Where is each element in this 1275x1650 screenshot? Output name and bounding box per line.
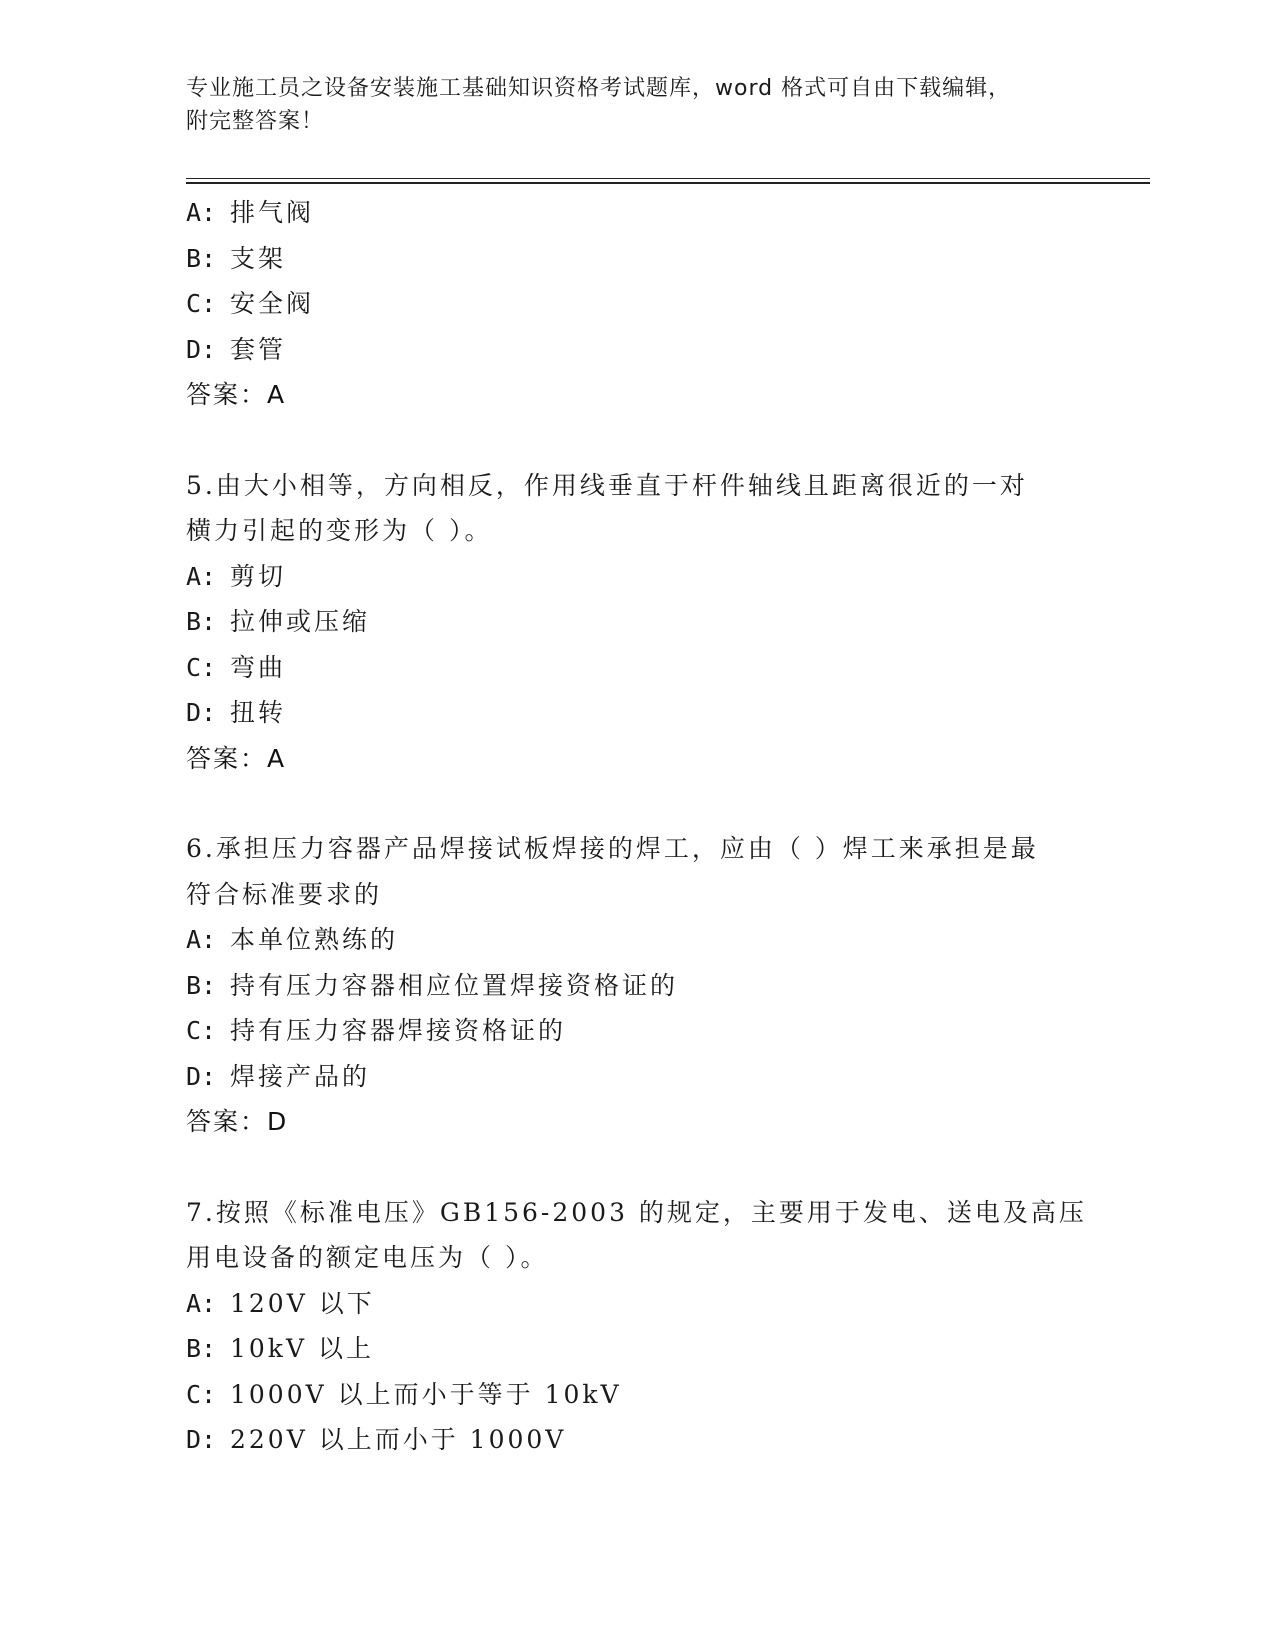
option-text: 扭转: [230, 698, 287, 727]
option-c: [186, 1372, 1086, 1418]
option-text: 拉伸或压缩: [230, 607, 371, 636]
question-text-line: 5.由大小相等，方向相反，作用线垂直于杆件轴线且距离很近的一对: [186, 470, 1028, 500]
question-text-line: 符合标准要求的: [186, 879, 383, 909]
option-d: [186, 690, 1086, 736]
option-letter: B:: [186, 607, 217, 636]
option-letter: D:: [186, 334, 217, 364]
question-block: [186, 826, 1086, 1145]
option-a: [186, 554, 1086, 600]
option-letter: A:: [186, 561, 217, 591]
option-letter: C:: [186, 652, 217, 682]
question-text-line: 6.承担压力容器产品焊接试板焊接的焊工，应由（ ）焊工来承担是最: [186, 834, 1039, 863]
option-d: [186, 1417, 1086, 1463]
option-text: 持有压力容器焊接资格证的: [230, 1016, 567, 1045]
option-text: 220V 以上而小于 1000V: [230, 1425, 567, 1454]
answer-line: 答案：A: [186, 380, 287, 409]
question-block: [186, 190, 1086, 418]
option-letter: A:: [186, 1288, 217, 1318]
document-header: [186, 72, 1086, 138]
option-text: 10kV 以上: [230, 1334, 374, 1363]
option-a: [186, 190, 1086, 236]
option-a: [186, 1281, 1086, 1327]
option-text: 排气阀: [230, 198, 315, 227]
option-text: 套管: [230, 334, 287, 364]
header-line-2: 附完整答案！: [186, 109, 325, 134]
option-b: [186, 1326, 1086, 1372]
option-c: [186, 281, 1086, 327]
option-letter: A:: [186, 925, 217, 954]
option-text: 弯曲: [230, 652, 287, 682]
question-text-line: 横力引起的变形为（ ）。: [186, 516, 493, 545]
option-letter: D:: [186, 1425, 217, 1454]
header-divider-thin: [186, 178, 1150, 179]
option-letter: C:: [186, 289, 217, 318]
option-letter: C:: [186, 1379, 217, 1409]
option-letter: B:: [186, 243, 217, 273]
question-block: [186, 1190, 1086, 1463]
option-letter: B:: [186, 1334, 217, 1363]
option-letter: D:: [186, 1061, 217, 1091]
option-b: [186, 963, 1086, 1009]
question-block: [186, 463, 1086, 782]
header-divider-thick: [186, 182, 1150, 184]
option-text: 剪切: [230, 561, 287, 591]
header-line-1: 专业施工员之设备安装施工基础知识资格考试题库，word 格式可自由下载编辑，: [186, 76, 1012, 101]
answer-line: 答案：A: [186, 743, 287, 773]
option-letter: D:: [186, 698, 217, 727]
option-text: 本单位熟练的: [230, 925, 399, 954]
option-letter: A:: [186, 198, 217, 227]
option-text: 120V 以下: [230, 1288, 375, 1318]
option-b: [186, 599, 1086, 645]
question-text-line: 用电设备的额定电压为（ ）。: [186, 1243, 549, 1272]
option-text: 安全阀: [230, 289, 315, 318]
option-letter: C:: [186, 1016, 217, 1045]
option-letter: B:: [186, 970, 217, 1000]
option-b: [186, 236, 1086, 282]
option-text: 焊接产品的: [230, 1061, 371, 1091]
question-text-line: 7.按照《标准电压》GB156-2003 的规定，主要用于发电、送电及高压: [186, 1197, 1087, 1227]
option-c: [186, 1008, 1086, 1054]
answer-line: 答案：D: [186, 1107, 289, 1136]
option-d: [186, 327, 1086, 373]
option-d: [186, 1054, 1086, 1100]
option-c: [186, 645, 1086, 691]
option-text: 支架: [230, 243, 287, 273]
option-text: 持有压力容器相应位置焊接资格证的: [230, 970, 679, 1000]
question-list: [186, 190, 1086, 1463]
option-a: [186, 917, 1086, 963]
option-text: 1000V 以上而小于等于 10kV: [230, 1379, 622, 1409]
